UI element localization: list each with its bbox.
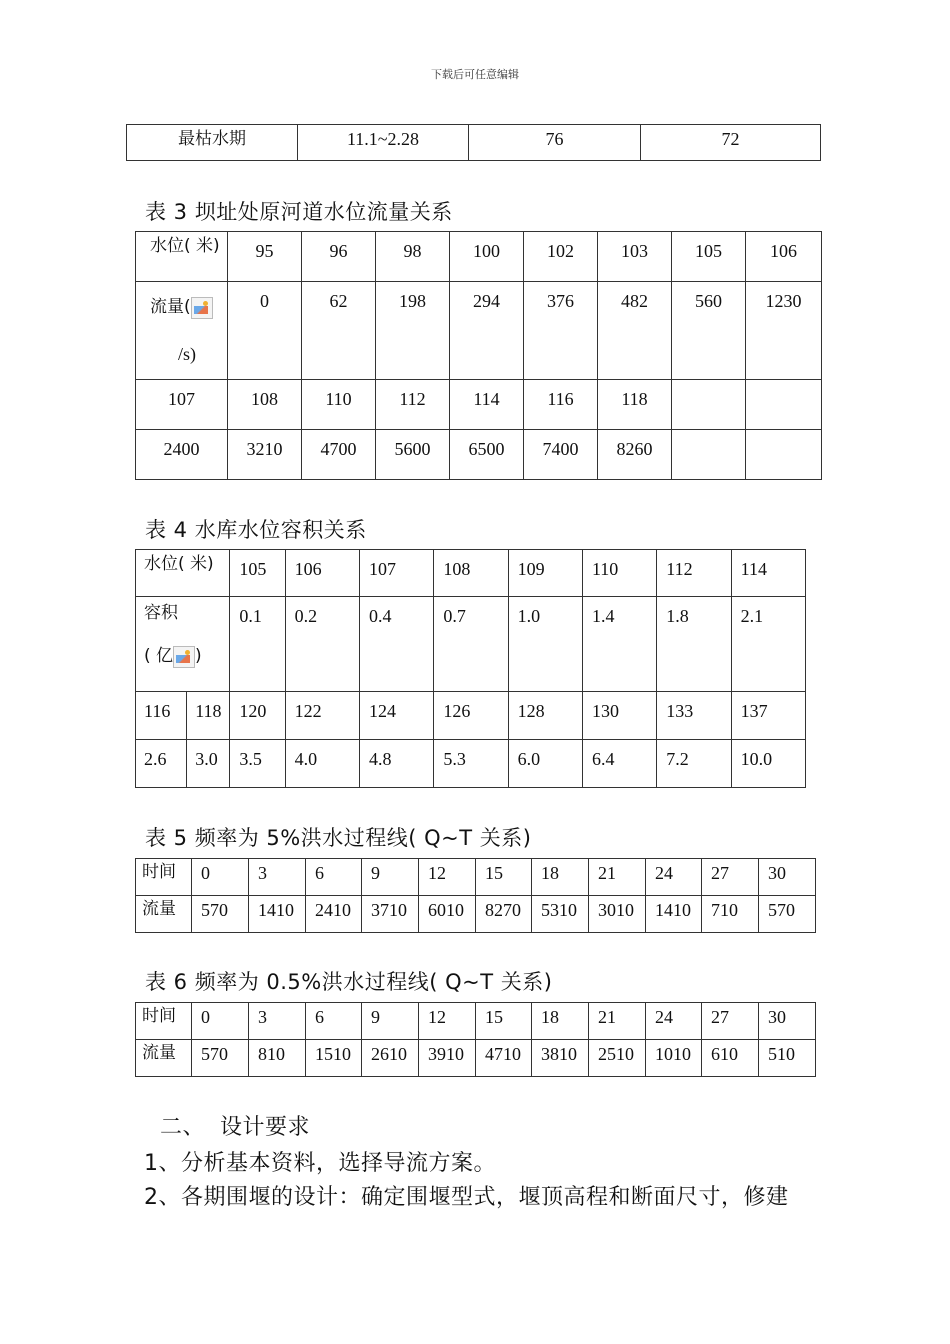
table6 [135,1002,816,1077]
table-cell: 6 [306,1003,362,1040]
table-cell: 116 [136,692,187,740]
table-cell: 1.8 [657,597,731,692]
table-cell: 0.7 [434,597,508,692]
table-row-label: 流量 [136,896,192,933]
table-cell: 76 [469,125,641,161]
table-cell: 0 [192,1003,249,1040]
table-cell: 110 [582,550,656,597]
table-cell: 570 [192,896,249,933]
broken-image-icon [173,646,195,668]
table4 [135,549,806,788]
table-cell: 1010 [646,1040,702,1077]
table-row-label: 水位( 米) [136,550,230,597]
table-cell: 3010 [589,896,646,933]
table-cell: 15 [476,1003,532,1040]
table5 [135,858,816,933]
table-cell: 96 [302,232,376,282]
table-cell: 11.1~2.28 [298,125,469,161]
table-cell: 120 [230,692,285,740]
table-cell: 12 [419,1003,476,1040]
table-cell: 114 [731,550,805,597]
table-cell: 2410 [306,896,362,933]
table-cell: 376 [524,282,598,380]
table-cell: 108 [434,550,508,597]
table-row [136,550,806,597]
table-cell: 6 [306,859,362,896]
table-cell: 2.6 [136,740,187,788]
table-cell: 109 [508,550,582,597]
table-cell: 133 [657,692,731,740]
table-cell: 3.0 [187,740,230,788]
table-cell: 1410 [646,896,702,933]
table-cell [746,380,822,430]
table-cell: 112 [657,550,731,597]
table3 [135,231,822,480]
table-row [136,597,806,692]
table-cell: 2610 [362,1040,419,1077]
table-cell: 6500 [450,430,524,480]
table-cell: 137 [731,692,805,740]
table-cell: 112 [376,380,450,430]
table-top [126,124,821,161]
table-cell: 710 [702,896,759,933]
table-cell: 5.3 [434,740,508,788]
table-cell: 105 [672,232,746,282]
table4-caption: 表 4 水库水位容积关系 [145,518,367,542]
table-cell: 6.4 [582,740,656,788]
table-cell: 560 [672,282,746,380]
table-cell: 4.0 [285,740,359,788]
table-cell: 3810 [532,1040,589,1077]
table-cell: 72 [641,125,821,161]
table-cell: 198 [376,282,450,380]
table-row [136,430,822,480]
table-cell: 3910 [419,1040,476,1077]
table-cell: 810 [249,1040,306,1077]
table-cell: 107 [359,550,433,597]
table-cell: 15 [476,859,532,896]
table-cell: 3710 [362,896,419,933]
table-cell: 105 [230,550,285,597]
table-row [136,232,822,282]
table-cell [746,430,822,480]
table3-caption: 表 3 坝址处原河道水位流量关系 [145,200,453,224]
table-cell: 24 [646,1003,702,1040]
table-cell: 570 [759,896,816,933]
table5-caption: 表 5 频率为 5%洪水过程线( Q~T 关系) [145,826,532,850]
table-row [136,896,816,933]
table-cell: 18 [532,859,589,896]
table-row [136,282,822,380]
table-cell: 6.0 [508,740,582,788]
table-cell: 98 [376,232,450,282]
table-row [136,692,806,740]
table-cell: 482 [598,282,672,380]
table-cell: 8260 [598,430,672,480]
table-cell: 6010 [419,896,476,933]
table-cell: 100 [450,232,524,282]
table-row [136,1003,816,1040]
table-row-label: 时间 [136,859,192,896]
table-cell: 570 [192,1040,249,1077]
table-cell: 27 [702,859,759,896]
table-row-label: 水位( 米) [136,232,228,282]
table-cell: 103 [598,232,672,282]
table-cell: 610 [702,1040,759,1077]
table-cell: 12 [419,859,476,896]
table-cell: 9 [362,1003,419,1040]
table-cell: 0.1 [230,597,285,692]
table-row [136,1040,816,1077]
table-cell: 106 [746,232,822,282]
table-cell: 118 [598,380,672,430]
table-row [136,380,822,430]
table-row [127,125,821,161]
table-cell: 118 [187,692,230,740]
table-cell: 1410 [249,896,306,933]
table-cell: 116 [524,380,598,430]
table-cell: 0.4 [359,597,433,692]
table-row-label: 时间 [136,1003,192,1040]
requirement-item-1: 1、分析基本资料，选择导流方案。 [144,1151,496,1176]
table-cell: 510 [759,1040,816,1077]
requirement-item-2: 2、各期围堰的设计：确定围堰型式，堰顶高程和断面尺寸，修建 [144,1185,789,1210]
table-cell: 1.0 [508,597,582,692]
table-cell: 130 [582,692,656,740]
table-cell: 124 [359,692,433,740]
table-cell: 128 [508,692,582,740]
table-cell: 21 [589,859,646,896]
table-cell: 24 [646,859,702,896]
table-cell: 4710 [476,1040,532,1077]
table-row-label: 容积 ( 亿 ) [136,597,230,692]
table-cell: 294 [450,282,524,380]
table-cell: 122 [285,692,359,740]
table-cell: 8270 [476,896,532,933]
table-cell: 7.2 [657,740,731,788]
table-cell: 3 [249,859,306,896]
table-cell: 114 [450,380,524,430]
table-cell: 21 [589,1003,646,1040]
table-cell [672,430,746,480]
table-cell: 0 [192,859,249,896]
table-cell: 0 [228,282,302,380]
table-cell [672,380,746,430]
table-cell: 106 [285,550,359,597]
table-row-label: 流量 [136,1040,192,1077]
table-cell: 10.0 [731,740,805,788]
table-cell: 5600 [376,430,450,480]
table-cell: 110 [302,380,376,430]
table-cell: 95 [228,232,302,282]
table-cell: 0.2 [285,597,359,692]
table-cell: 30 [759,1003,816,1040]
table-cell: 4.8 [359,740,433,788]
table-cell: 1510 [306,1040,362,1077]
table-cell: 18 [532,1003,589,1040]
table-cell: 108 [228,380,302,430]
table-row [136,859,816,896]
table-cell: 62 [302,282,376,380]
table-cell: 3210 [228,430,302,480]
table-cell: 126 [434,692,508,740]
table-cell: 2400 [136,430,228,480]
broken-image-icon [191,297,213,319]
table-cell: 最枯水期 [127,125,298,161]
section-heading: 二、 设计要求 [160,1115,310,1140]
table-cell: 107 [136,380,228,430]
page-header: 下载后可任意编辑 [431,68,519,81]
table-cell: 1230 [746,282,822,380]
table-cell: 9 [362,859,419,896]
table-cell: 2.1 [731,597,805,692]
table-cell: 4700 [302,430,376,480]
table-cell: 3 [249,1003,306,1040]
table-cell: 2510 [589,1040,646,1077]
table-row [136,740,806,788]
table-cell: 27 [702,1003,759,1040]
table-cell: 3.5 [230,740,285,788]
table-cell: 5310 [532,896,589,933]
table-cell: 1.4 [582,597,656,692]
table-row-label: 流量( /s) [136,282,228,380]
table-cell: 30 [759,859,816,896]
table-cell: 7400 [524,430,598,480]
table6-caption: 表 6 频率为 0.5%洪水过程线( Q~T 关系) [145,970,553,994]
table-cell: 102 [524,232,598,282]
